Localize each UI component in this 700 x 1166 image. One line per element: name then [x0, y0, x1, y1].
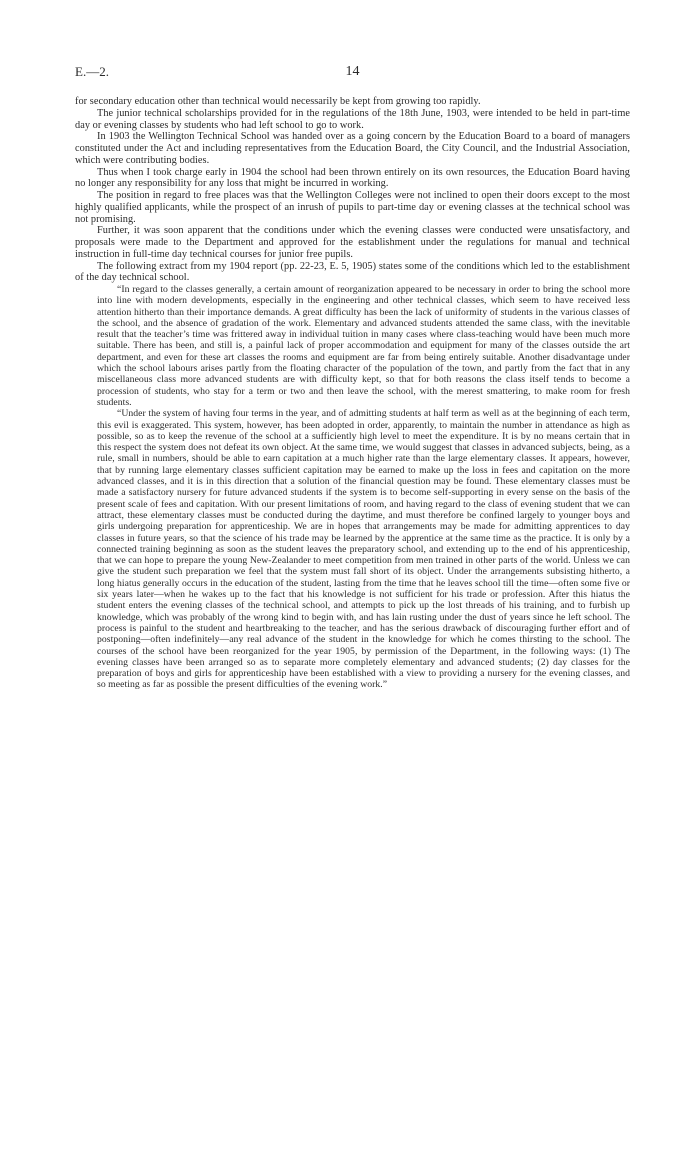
- quote-paragraph: “In regard to the classes generally, a certain amount of reorganization appeared to be necessary in order to bring the school more into line with modern developments, especially in the engineering and other technical classes, which seem to have received less attention hitherto than their importance demands. A great difficulty has been the lack of uniformity of students in the various classes of the school, and the absence of gradation of the work. Elementary and advanced students attended the same class, with the inevitable result that the teacher’s time was frittered away in individual tuition in many cases where class-teaching would have been much more suitable. There has been, and still is, a painful lack of proper accommodation and equipment for many of the classes outside the art department, and even for these art classes the rooms and equipment are far from being entirely suitable. Another disadvantage under which the school labours arises partly from the floating character of the population of the town, and partly from the fact that in any miscellaneous class more advanced students are with difficulty kept, so that for both reasons the class itself tends to become a procession of students, who stay for a term or two and then leave the school, with the merest smattering, to make room for fresh students.: [97, 284, 630, 408]
- paragraph: Further, it was soon apparent that the conditions under which the evening classes were conducted were unsatisfactory, and proposals were made to the Department and approved for the establishment under the regulations for manual and technical instruction in full-time day technical courses for junior free pupils.: [75, 225, 630, 260]
- document-body: [75, 96, 630, 691]
- quote-paragraph: “Under the system of having four terms in the year, and of admitting students at half term as well as at the beginning of each term, this evil is exaggerated. This system, however, has been adopted in order, apparently, to maintain the number in attendance as high as possible, so as to keep the revenue of the school at a sufficiently high level to meet the expenditure. It is by no means certain that in this respect the system does not defeat its own object. At the same time, we would suggest that classes in advanced subjects, being, as a rule, small in numbers, should be able to earn capitation at a much higher rate than the large elementary classes. It appears, however, that by running large elementary classes sufficient capitation may be earned to make up the loss in fees and capitation on the more advanced classes, and it is in this direction that a solution of the financial question may be found. These elementary classes must be made a satisfactory nursery for future advanced students if the system is to become self-supporting in every sense on the basis of the present scale of fees and capitation. With our present limitations of room, and having regard to the class of evening student that we can attract, these elementary classes must be conducted during the daytime, and must therefore be confined largely to younger boys and girls undergoing preparation for apprenticeship. We are in hopes that arrangements may be made for admitting apprentices to day classes in future years, so that the science of his trade may be learned by the apprentice at the same time as the practice. It is only by a connected training beginning as soon as the student leaves the preparatory school, and extending up to the end of his apprenticeship, that we can hope to prepare the young New-Zealander to meet competition from men trained in other parts of the world. Unless we can give the student such preparation we feel that the system must fall short of its object. Under the arrangements subsisting hitherto, a long hiatus generally occurs in the education of the student, lasting from the time that he leaves school till the time—often some five or six years later—when he wakes up to the fact that his knowledge is not sufficient for his trade or profession. After this hiatus the student enters the evening classes of the technical school, and attempts to pick up the lost threads of his training, and to furbish up knowledge, which was probably of the wrong kind to begin with, and has lain rusting under the dust of years since he left school. The process is painful to the student and heartbreaking to the teacher, and has the serious drawback of discouraging further effort and of postponing—often indefinitely—any real advance of the student in the knowledge for which he comes thirsting to the school. The courses of the school have been reorganized for the year 1905, by permission of the Department, in the following ways: (1) The evening classes have been arranged so as to separate more completely elementary and advanced students; (2) day classes for the preparation of boys and girls for apprenticeship have been established with a view to providing a nursery for the evening classes, and so meeting as far as possible the present difficulties of the evening work.”: [97, 408, 630, 691]
- paragraph: Thus when I took charge early in 1904 the school had been thrown entirely on its own resources, the Education Board having no longer any responsibility for any loss that might be incurred in working.: [75, 166, 630, 190]
- paragraph: The following extract from my 1904 report (pp. 22-23, E. 5, 1905) states some of the conditions which led to the establishment of the day technical school.: [75, 260, 630, 284]
- paragraph: The junior technical scholarships provided for in the regulations of the 18th June, 1903, were intended to be held in part-time day or evening classes by students who had left school to go to work.: [75, 107, 630, 131]
- page-number: 14: [345, 64, 360, 79]
- block-quote: [97, 284, 630, 691]
- paragraph: In 1903 the Wellington Technical School was handed over as a going concern by the Education Board to a board of managers constituted under the Act and including representatives from the Education Board, the City Council, and the Industrial Association, which were contributing bodies.: [75, 131, 630, 166]
- paragraph: The position in regard to free places was that the Wellington Colleges were not inclined to open their doors except to the most highly qualified applicants, while the prospect of an inrush of pupils to part-time day or evening classes at the technical school was not promising.: [75, 190, 630, 225]
- paragraph-continuation: for secondary education other than technical would necessarily be kept from growing too rapidly.: [75, 96, 481, 107]
- document-reference: E.—2.: [75, 64, 109, 79]
- page-header: [75, 64, 630, 82]
